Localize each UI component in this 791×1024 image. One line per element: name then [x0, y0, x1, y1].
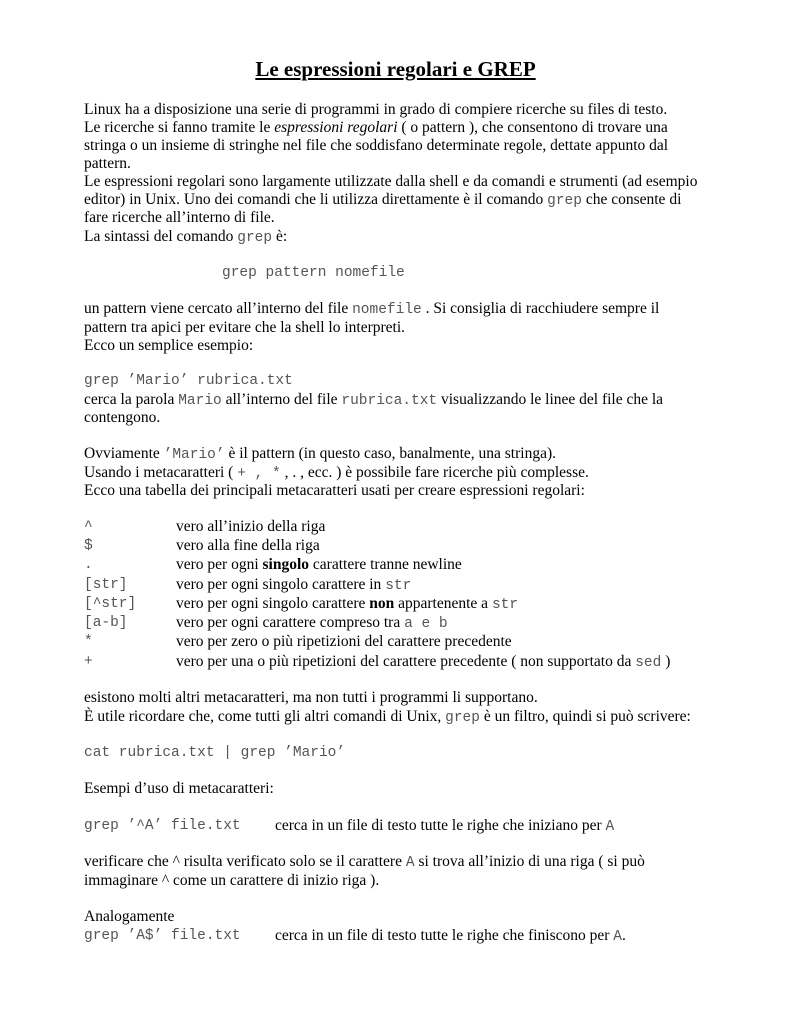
example1-code: grep ’^A’ file.txt	[84, 818, 241, 834]
example-code: grep ’Mario’ rubrica.txt	[84, 373, 293, 389]
table-symbol: [a-b]	[84, 615, 128, 631]
pipe-example-code: cat rubrica.txt | grep ’Mario’	[84, 745, 346, 761]
syntax-code: grep pattern nomefile	[222, 265, 405, 281]
text: vero per una o più ripetizioni del carattere precedente ( non supportato da	[176, 653, 636, 670]
text: cerca la parola	[84, 391, 179, 408]
example-line-1	[84, 391, 663, 410]
code-inline: A	[405, 855, 415, 871]
intro-line-7: fare ricerche all’interno di file.	[84, 209, 275, 226]
table-description: vero alla fine della riga	[176, 537, 320, 554]
text: . Si consiglia di racchiudere sempre il	[421, 300, 660, 317]
pattern-line-3: Ecco un semplice esempio:	[84, 337, 254, 354]
examples-heading: Esempi d’uso di metacaratteri:	[84, 780, 274, 797]
intro-line-8	[84, 228, 287, 247]
text: cerca in un file di testo tutte le righe che iniziano per	[275, 817, 606, 834]
text: editor) in Unix. Uno dei comandi che li utilizza direttamente è il comando	[84, 191, 548, 208]
intro-line-1: Linux ha a disposizione una serie di programmi in grado di compiere ricerche su files di testo.	[84, 101, 668, 118]
code-inline: A	[613, 929, 622, 945]
table-description	[176, 614, 448, 633]
code-inline: sed	[635, 655, 662, 671]
text: vero per ogni singolo carattere in	[176, 576, 386, 593]
text: è:	[272, 228, 288, 245]
intro-line-2	[84, 119, 668, 137]
example2-description	[275, 927, 626, 946]
text: ( o pattern ), che consentono di trovare una	[397, 119, 668, 136]
bold-text: singolo	[262, 556, 310, 573]
text: verificare che ^ risulta verificato solo se il carattere	[84, 853, 406, 870]
code-inline: + , *	[237, 466, 281, 482]
code-inline: a e b	[404, 616, 448, 632]
verify-line-1	[84, 853, 645, 872]
code-inline: nomefile	[352, 302, 422, 318]
table-description	[176, 576, 411, 595]
bold-text: non	[369, 595, 395, 612]
intro-line-5: Le espressioni regolari sono largamente utilizzate dalla shell e da comandi e strumenti (ad esempio	[84, 173, 698, 190]
text: vero per ogni carattere compreso tra	[176, 614, 405, 631]
text: cerca in un file di testo tutte le righe che finiscono per	[275, 927, 614, 944]
text: all’interno del file	[221, 391, 342, 408]
example2-code: grep ’A$’ file.txt	[84, 928, 241, 944]
intro-line-3: stringa o un insieme di stringhe nel file che soddisfano determinate regole, dettate appunto dal	[84, 137, 669, 154]
code-inline: grep	[237, 230, 273, 246]
table-description	[176, 653, 670, 672]
table-symbol: [^str]	[84, 596, 137, 612]
others-line-1: esistono molti altri metacaratteri, ma non tutti i programmi li supportano.	[84, 689, 538, 706]
text: È utile ricordare che, come tutti gli altri comandi di Unix,	[84, 708, 446, 725]
table-symbol: +	[84, 654, 93, 670]
pattern-line-1	[84, 300, 659, 319]
text: )	[661, 653, 671, 670]
table-symbol: .	[84, 557, 93, 573]
example1-description	[275, 817, 614, 836]
code-inline: A	[605, 819, 615, 835]
table-symbol: *	[84, 634, 93, 650]
code-inline: Mario	[178, 393, 222, 409]
pattern-line-2: pattern tra apici per evitare che la shell lo interpreti.	[84, 319, 406, 336]
table-description	[176, 556, 462, 574]
table-symbol: $	[84, 538, 93, 554]
text: Ovviamente	[84, 445, 164, 462]
example-line-2: contengono.	[84, 409, 161, 426]
text: che consente di	[581, 191, 682, 208]
code-inline: str	[491, 597, 519, 613]
text: Le ricerche si fanno tramite le	[84, 119, 275, 136]
text: un pattern viene cercato all’interno del file	[84, 300, 353, 317]
others-line-2	[84, 708, 691, 727]
page-title: Le espressioni regolari e GREP	[255, 57, 536, 81]
table-description	[176, 595, 518, 614]
intro-line-6	[84, 191, 681, 210]
text: visualizzando le linee del file che la	[437, 391, 664, 408]
table-description: vero per zero o più ripetizioni del carattere precedente	[176, 633, 512, 650]
text: vero per ogni singolo carattere	[176, 595, 370, 612]
text: è un filtro, quindi si può scrivere:	[479, 708, 691, 725]
text: , . , ecc. ) è possibile fare ricerche più complesse.	[280, 464, 589, 481]
code-inline: grep	[445, 710, 480, 726]
text: è il pattern (in questo caso, banalmente, una stringa).	[224, 445, 556, 462]
text: si trova all’inizio di una riga ( si può	[414, 853, 645, 870]
code-inline: str	[385, 578, 412, 594]
analog-label: Analogamente	[84, 908, 175, 925]
code-inline: grep	[547, 193, 582, 209]
text: vero per ogni	[176, 556, 263, 573]
verify-line-2: immaginare ^ come un carattere di inizio riga ).	[84, 872, 380, 889]
meta-line-1	[84, 445, 556, 464]
text: La sintassi del comando	[84, 228, 238, 245]
code-inline: rubrica.txt	[341, 393, 438, 409]
meta-line-2	[84, 464, 589, 483]
meta-line-3: Ecco una tabella dei principali metacaratteri usati per creare espressioni regolari:	[84, 482, 585, 499]
table-symbol: [str]	[84, 577, 128, 593]
table-description: vero all’inizio della riga	[176, 518, 326, 535]
text: Usando i metacaratteri (	[84, 464, 238, 481]
text: appartenente a	[394, 595, 492, 612]
text: carattere tranne newline	[309, 556, 462, 573]
table-symbol: ^	[84, 519, 93, 535]
intro-line-4: pattern.	[84, 155, 131, 172]
code-inline: ’Mario’	[163, 447, 225, 463]
italic-text: espressioni regolari	[274, 119, 398, 136]
text: .	[622, 927, 626, 944]
